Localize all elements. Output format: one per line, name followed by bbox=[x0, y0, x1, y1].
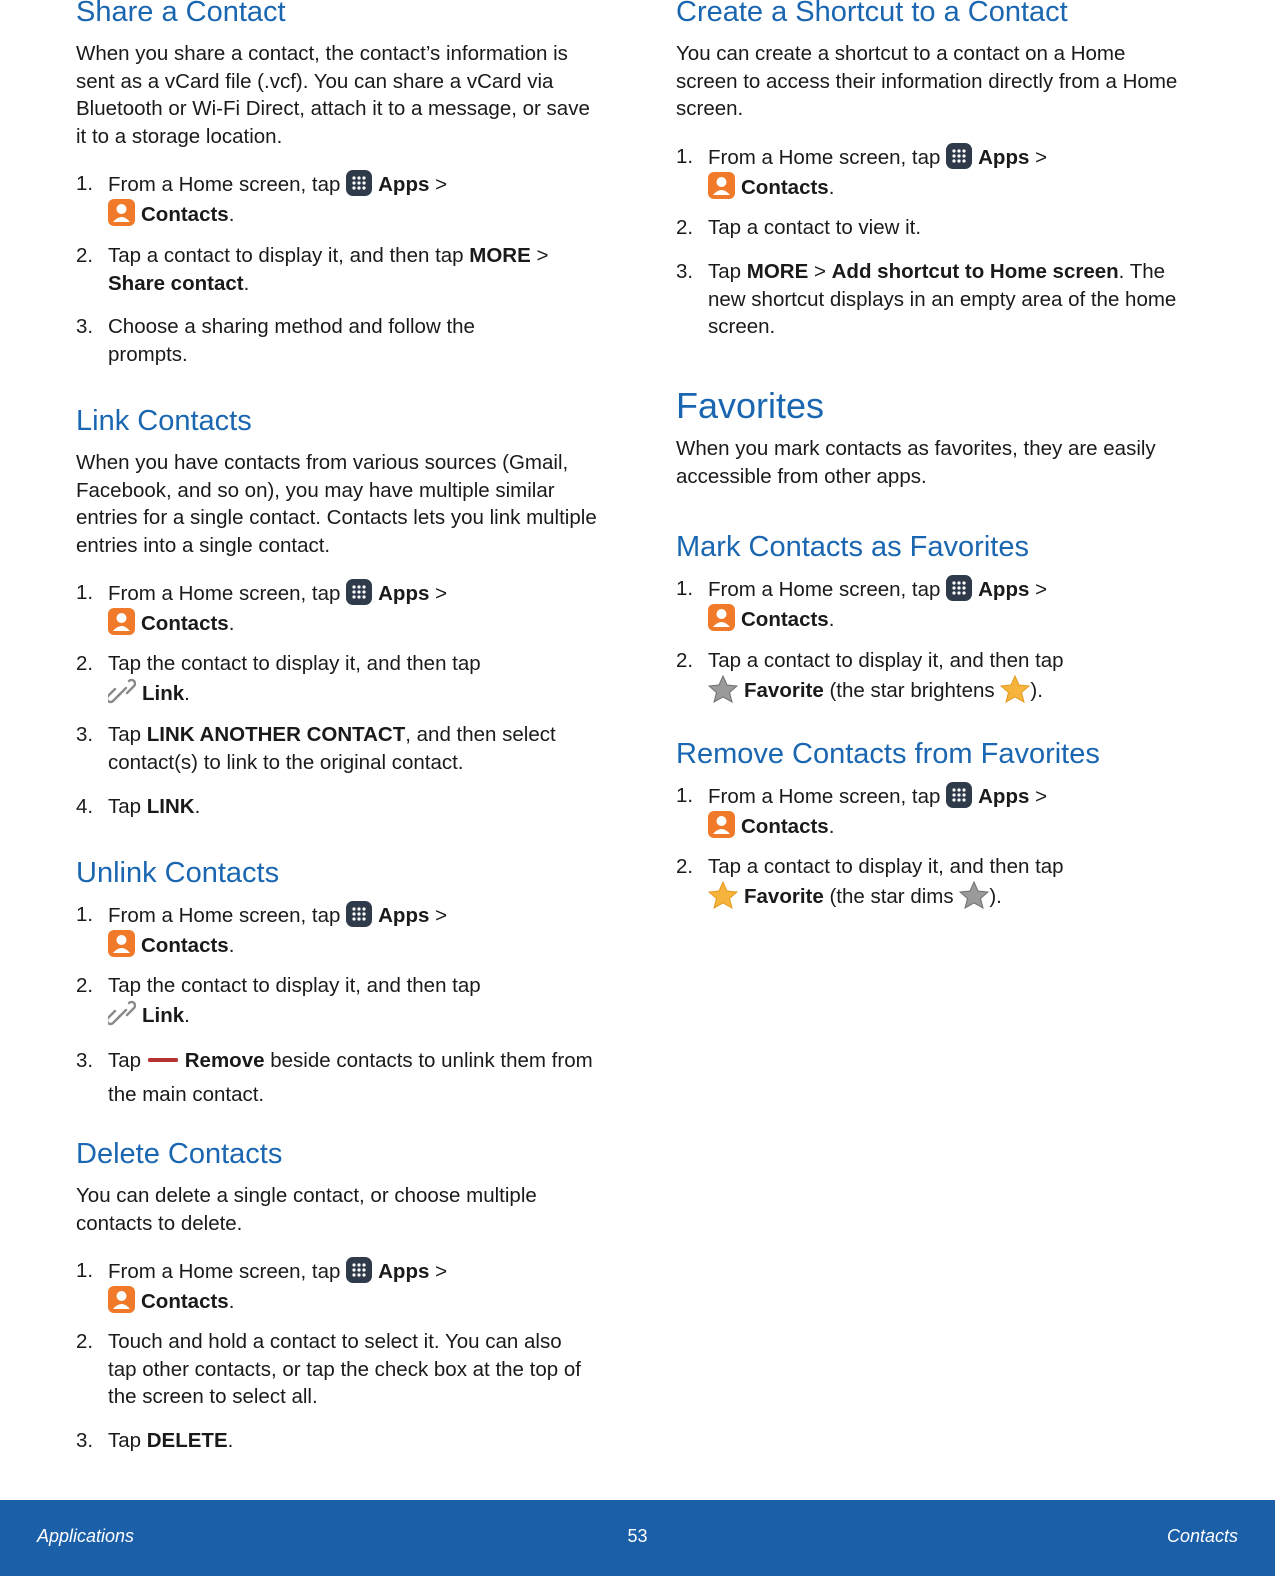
unlink-step-2: 2. Tap the contact to display it, and then tap Link. bbox=[76, 972, 606, 1035]
link-chain-icon bbox=[108, 678, 136, 714]
section-title-remove-favorites: Remove Contacts from Favorites bbox=[676, 738, 1100, 770]
page-number: 53 bbox=[627, 1526, 648, 1546]
contacts-app-icon bbox=[108, 1286, 135, 1313]
share-step-2: 2. Tap a contact to display it, and then tap MORE > Share contact. bbox=[76, 244, 549, 295]
section-title-favorites: Favorites bbox=[676, 385, 825, 426]
delete-intro: You can delete a single contact, or choose multiple contacts to delete. bbox=[76, 1184, 537, 1235]
delete-step-3: 3. Tap DELETE. bbox=[76, 1429, 234, 1452]
link-chain-icon bbox=[108, 1000, 136, 1036]
page-footer bbox=[0, 1500, 1275, 1576]
apps-label: Apps bbox=[378, 173, 430, 196]
link-step-2: 2. Tap the contact to display it, and then tap Link. bbox=[76, 650, 606, 713]
contacts-app-icon bbox=[108, 199, 135, 226]
delete-step-1: 1. From a Home screen, tap Apps > Contacts. bbox=[76, 1259, 448, 1313]
unlink-step-3: 3. Tap Remove beside contacts to unlink them from the main contact. bbox=[76, 1049, 593, 1106]
delete-step-2: 2. Touch and hold a contact to select it. You can also tap other contacts, or tap the check box at the top of the screen to select all. bbox=[76, 1330, 581, 1408]
remove-minus-icon bbox=[147, 1053, 179, 1081]
shortcut-intro: You can create a shortcut to a contact on a Home screen to access their information directly from a Home screen. bbox=[676, 42, 1178, 120]
section-title-create-shortcut: Create a Shortcut to a Contact bbox=[676, 0, 1068, 28]
shortcut-step-3: 3. Tap MORE > Add shortcut to Home screen. The new shortcut displays in an empty area of the home screen. bbox=[676, 260, 1177, 338]
section-title-link-contacts: Link Contacts bbox=[76, 405, 252, 437]
apps-grid-icon bbox=[346, 901, 372, 927]
link-step-4: 4. Tap LINK. bbox=[76, 795, 201, 818]
contacts-app-icon bbox=[708, 172, 735, 199]
contacts-app-icon bbox=[708, 604, 735, 631]
star-bright-icon bbox=[708, 881, 738, 917]
share-step-3: 3. Choose a sharing method and follow the prompts. bbox=[76, 315, 475, 366]
star-dim-icon bbox=[708, 675, 738, 711]
star-bright-icon bbox=[1000, 675, 1030, 711]
apps-grid-icon bbox=[346, 1257, 372, 1283]
footer-section-label: Applications bbox=[37, 1526, 135, 1546]
contacts-app-icon bbox=[108, 608, 135, 635]
apps-grid-icon bbox=[346, 170, 372, 196]
remove-step-1: 1. From a Home screen, tap Apps > Contacts. bbox=[676, 784, 1048, 838]
apps-grid-icon bbox=[946, 143, 972, 169]
apps-grid-icon bbox=[946, 575, 972, 601]
section-title-delete-contacts: Delete Contacts bbox=[76, 1138, 283, 1170]
section-title-mark-favorites: Mark Contacts as Favorites bbox=[676, 531, 1029, 563]
footer-chapter-label: Contacts bbox=[1166, 1526, 1238, 1546]
unlink-step-1: 1. From a Home screen, tap Apps > Contacts. bbox=[76, 903, 448, 957]
link-step-1: 1. From a Home screen, tap Apps > Contacts. bbox=[76, 581, 448, 635]
favorites-intro: When you mark contacts as favorites, they are easily accessible from other apps. bbox=[676, 437, 1156, 488]
share-intro: When you share a contact, the contact’s information is sent as a vCard file (.vcf). You can share a vCard via Bluetooth or Wi-Fi Direct, attach it to a message, or save it to a storage location. bbox=[76, 42, 590, 148]
section-title-unlink-contacts: Unlink Contacts bbox=[76, 857, 280, 889]
apps-grid-icon bbox=[946, 782, 972, 808]
contacts-label: Contacts bbox=[141, 202, 229, 226]
remove-step-2: 2. Tap a contact to display it, and then tap Favorite (the star dims ). bbox=[676, 853, 1206, 916]
link-step-3: 3. Tap LINK ANOTHER CONTACT, and then select contact(s) to link to the original contact. bbox=[76, 723, 556, 774]
shortcut-step-2: 2. Tap a contact to view it. bbox=[676, 216, 922, 239]
contacts-app-icon bbox=[108, 930, 135, 957]
star-dim-icon bbox=[959, 881, 989, 917]
shortcut-step-1: 1. From a Home screen, tap Apps > Contacts. bbox=[676, 145, 1048, 199]
apps-grid-icon bbox=[346, 579, 372, 605]
share-step-1: 1. From a Home screen, tap Apps > Contacts. bbox=[76, 172, 448, 226]
mark-step-1: 1. From a Home screen, tap Apps > Contacts. bbox=[676, 577, 1048, 631]
link-intro: When you have contacts from various sources (Gmail, Facebook, and so on), you may have multiple similar entries for a single contact. Contacts lets you link multiple entries into a single contact. bbox=[76, 451, 597, 557]
mark-step-2: 2. Tap a contact to display it, and then tap Favorite (the star brightens ). bbox=[676, 647, 1206, 710]
contacts-app-icon bbox=[708, 811, 735, 838]
section-title-share-contact: Share a Contact bbox=[76, 0, 286, 28]
